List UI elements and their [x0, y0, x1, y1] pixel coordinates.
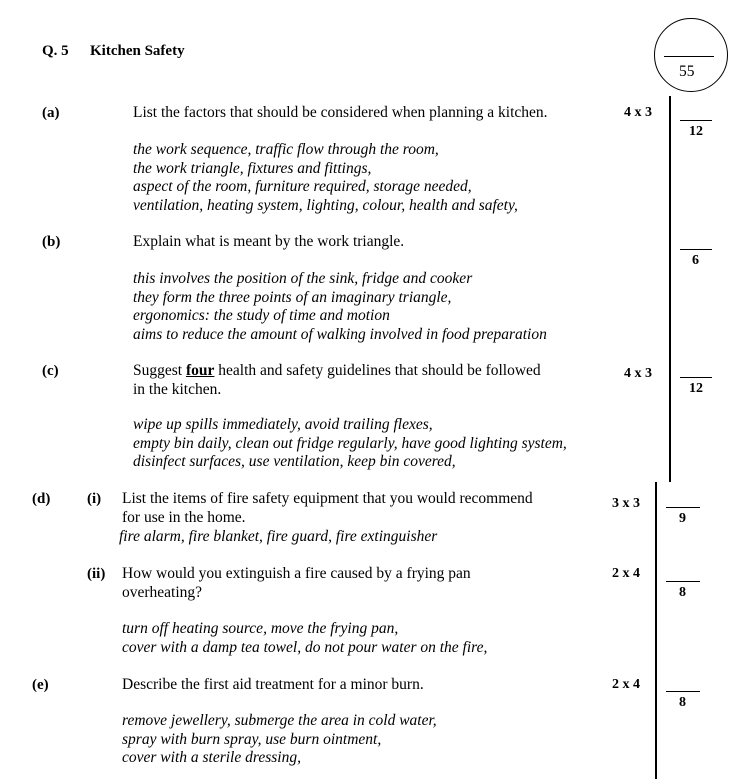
- part-b-score: 6: [692, 253, 699, 268]
- answer-line: turn off heating source, move the frying pan,: [122, 620, 399, 637]
- part-e-score: 8: [679, 695, 686, 710]
- part-b-label: (b): [42, 234, 61, 250]
- answer-line: wipe up spills immediately, avoid trailing flexes,: [133, 416, 433, 433]
- prompt-line: List the items of fire safety equipment that you would recommend: [122, 490, 533, 507]
- part-d-ii-answer: [122, 620, 487, 657]
- answer-line: ventilation, heating system, lighting, colour, health and safety,: [133, 196, 518, 214]
- part-a-prompt: List the factors that should be considered when planning a kitchen.: [133, 104, 548, 121]
- answer-line: cover with a damp tea towel, do not pour water on the fire,: [122, 638, 488, 656]
- part-e-label: (e): [32, 677, 49, 693]
- part-d-ii-prompt: [122, 565, 471, 602]
- part-d-i-prompt: [122, 490, 533, 527]
- part-a-label: (a): [42, 105, 60, 121]
- question-title: Kitchen Safety: [90, 43, 185, 59]
- part-e-prompt: Describe the first aid treatment for a minor burn.: [122, 676, 424, 693]
- part-c-prompt: [133, 362, 541, 399]
- part-a-score-line: [680, 120, 712, 121]
- answer-line: cover with a sterile dressing,: [122, 749, 301, 766]
- answer-line: spray with burn spray, use burn ointment,: [122, 730, 382, 748]
- question-number: Q. 5: [42, 43, 69, 59]
- part-e-marking: 2 x 4: [612, 677, 640, 692]
- answer-line: this involves the position of the sink, fridge and cooker: [133, 270, 473, 287]
- part-d-label: (d): [32, 491, 51, 507]
- part-d-i-score: 9: [679, 511, 686, 526]
- prompt-line: for use in the home.: [122, 508, 246, 526]
- margin-line-lower: [655, 482, 657, 779]
- part-a-score: 12: [689, 124, 703, 139]
- part-b-prompt: Explain what is meant by the work triangle.: [133, 233, 405, 250]
- part-d-i-label: (i): [87, 491, 102, 507]
- part-c-label: (c): [42, 363, 59, 379]
- part-b-answer: [133, 270, 547, 344]
- answer-line: ergonomics: the study of time and motion: [133, 307, 390, 324]
- answer-line: they form the three points of an imaginary triangle,: [133, 288, 452, 306]
- part-c-answer: [133, 416, 567, 472]
- part-c-prompt-pre: Suggest: [133, 362, 186, 379]
- total-score-divider: [664, 56, 714, 57]
- part-e-answer: [122, 712, 437, 768]
- part-c-score-line: [680, 377, 712, 378]
- part-a-marking: 4 x 3: [624, 105, 652, 120]
- part-d-ii-label: (ii): [87, 566, 106, 582]
- answer-line: the work sequence, traffic flow through the room,: [133, 141, 439, 158]
- total-score: 55: [679, 63, 695, 80]
- part-d-ii-score-line: [666, 581, 700, 582]
- part-d-ii-score: 8: [679, 585, 686, 600]
- answer-line: remove jewellery, submerge the area in cold water,: [122, 712, 437, 729]
- margin-line-upper: [669, 96, 671, 482]
- answer-line: disinfect surfaces, use ventilation, keep bin covered,: [133, 453, 456, 470]
- answer-line: aspect of the room, furniture required, storage needed,: [133, 178, 472, 195]
- part-c-score: 12: [689, 381, 703, 396]
- part-c-prompt-emphasis: four: [185, 362, 215, 379]
- part-c-prompt-post: health and safety guidelines that should be followed: [214, 362, 541, 379]
- part-b-score-line: [680, 249, 712, 250]
- prompt-line: overheating?: [122, 583, 203, 601]
- answer-line: empty bin daily, clean out fridge regularly, have good lighting system,: [133, 434, 567, 452]
- prompt-line: How would you extinguish a fire caused by a frying pan: [122, 565, 471, 582]
- part-c-prompt-line2: in the kitchen.: [133, 380, 222, 398]
- answer-line: the work triangle, fixtures and fittings,: [133, 159, 372, 177]
- part-a-answer: [133, 141, 518, 215]
- part-d-i-marking: 3 x 3: [612, 496, 640, 511]
- part-d-ii-marking: 2 x 4: [612, 566, 640, 581]
- part-d-i-answer: fire alarm, fire blanket, fire guard, fire extinguisher: [119, 528, 438, 545]
- part-d-i-score-line: [666, 507, 700, 508]
- part-e-score-line: [666, 691, 700, 692]
- part-c-marking: 4 x 3: [624, 366, 652, 381]
- answer-line: aims to reduce the amount of walking involved in food preparation: [133, 325, 547, 343]
